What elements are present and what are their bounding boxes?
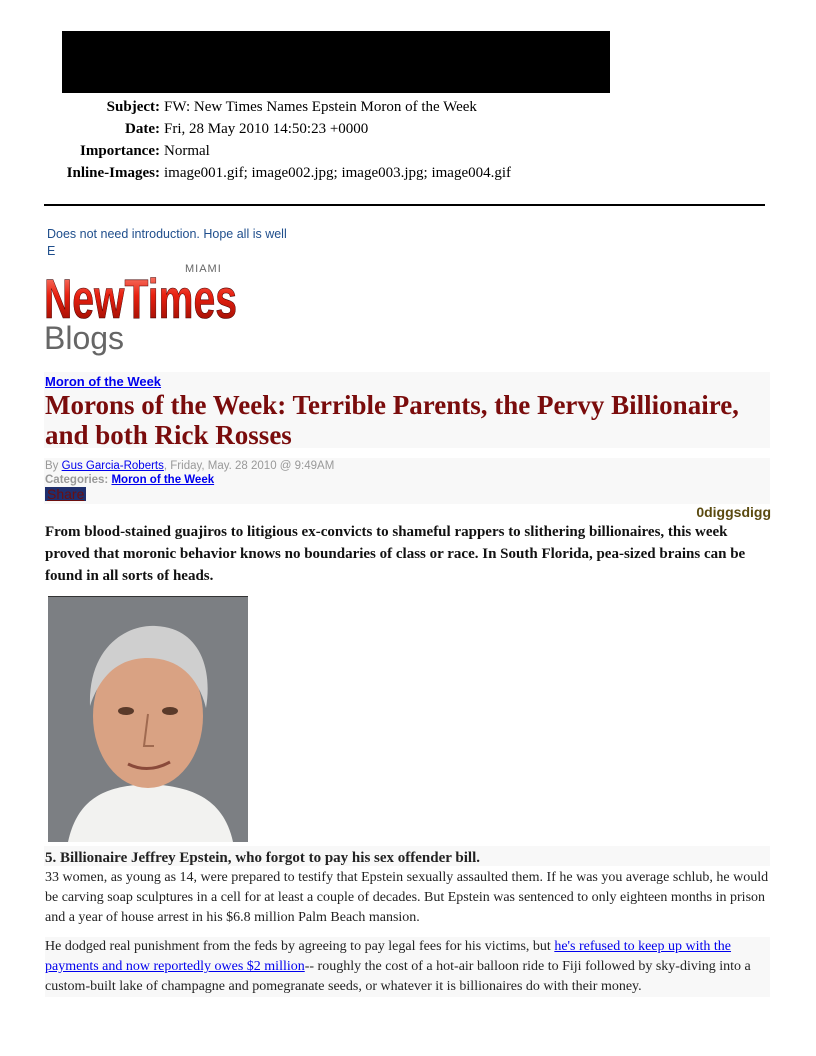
new-times-logo xyxy=(44,262,239,320)
paragraph-2-text: He dodged real punishment from the feds by agreeing to pay legal fees for his victims, but xyxy=(45,939,555,954)
epstein-photo xyxy=(48,596,248,842)
categories-label: Categories: xyxy=(45,474,112,486)
paragraph-2-text-end: -- roughly the cost of a hot-air balloon ride to Fiji followed by sky-diving into a custom-built lake of champagne and pomegranate seeds, or whatever it is billionaires do with their money. xyxy=(45,959,751,994)
header-divider xyxy=(44,204,765,206)
categories-link[interactable]: Moron of the Week xyxy=(111,474,215,486)
digg-counter[interactable]: 0diggsdigg xyxy=(696,504,771,520)
subject-value: FW: New Times Names Epstein Moron of the Week xyxy=(164,99,477,115)
category-link[interactable]: Moron of the Week xyxy=(45,374,162,389)
importance-row xyxy=(40,140,210,162)
inline-images-row xyxy=(40,162,511,184)
email-note xyxy=(47,226,287,260)
author-link[interactable]: Gus Garcia-Roberts xyxy=(61,460,164,472)
paragraph-2 xyxy=(45,937,770,997)
blogs-heading: Blogs xyxy=(44,320,125,356)
byline-prefix: By xyxy=(45,460,62,472)
field-label: Subject: xyxy=(106,99,160,115)
article-meta xyxy=(45,459,334,503)
date-row xyxy=(40,118,368,140)
svg-text:MIAMI: MIAMI xyxy=(185,263,222,275)
svg-text:NewTimes: NewTimes xyxy=(44,267,237,320)
paragraph-1: 33 women, as young as 14, were prepared to testify that Epstein sexually assaulted them. If he was you average schlub, he would be carving soap sculptures in a cell for at least a couple of decades. But Epstein was sentenced to only eighteen months in prison and a year of house arrest in his $6.8 million Palm Beach mansion. xyxy=(45,870,769,925)
payments-article-link[interactable]: he's refused to keep up with the payments and now reportedly owes $2 million xyxy=(45,939,732,974)
redaction-block xyxy=(62,31,610,93)
inline-images-value: image001.gif; image002.jpg; image003.jpg; image004.gif xyxy=(164,165,512,181)
subject-row xyxy=(40,96,477,118)
note-text: Does not need introduction. Hope all is well xyxy=(47,227,287,241)
share-button[interactable]: Share xyxy=(47,486,85,502)
publish-date: , Friday, May. 28 2010 @ 9:49AM xyxy=(163,460,335,472)
item-heading: 5. Billionaire Jeffrey Epstein, who forgot to pay his sex offender bill. xyxy=(45,850,480,866)
note-signature: E xyxy=(47,244,56,258)
field-label: Date: xyxy=(125,121,160,137)
article-title: Morons of the Week: Terrible Parents, the Pervy Billionaire, and both Rick Rosses xyxy=(45,390,739,450)
article-lede: From blood-stained guajiros to litigious ex-convicts to shameful rappers to slithering billionaires, this week proved that moronic behavior knows no boundaries of class or race. In South Florida, pea-sized brains can be found in all sorts of heads. xyxy=(45,524,746,584)
field-label: Importance: xyxy=(80,143,160,159)
importance-value: Normal xyxy=(164,143,210,159)
date-value: Fri, 28 May 2010 14:50:23 +0000 xyxy=(164,121,369,137)
field-label: Inline-Images: xyxy=(66,165,160,181)
